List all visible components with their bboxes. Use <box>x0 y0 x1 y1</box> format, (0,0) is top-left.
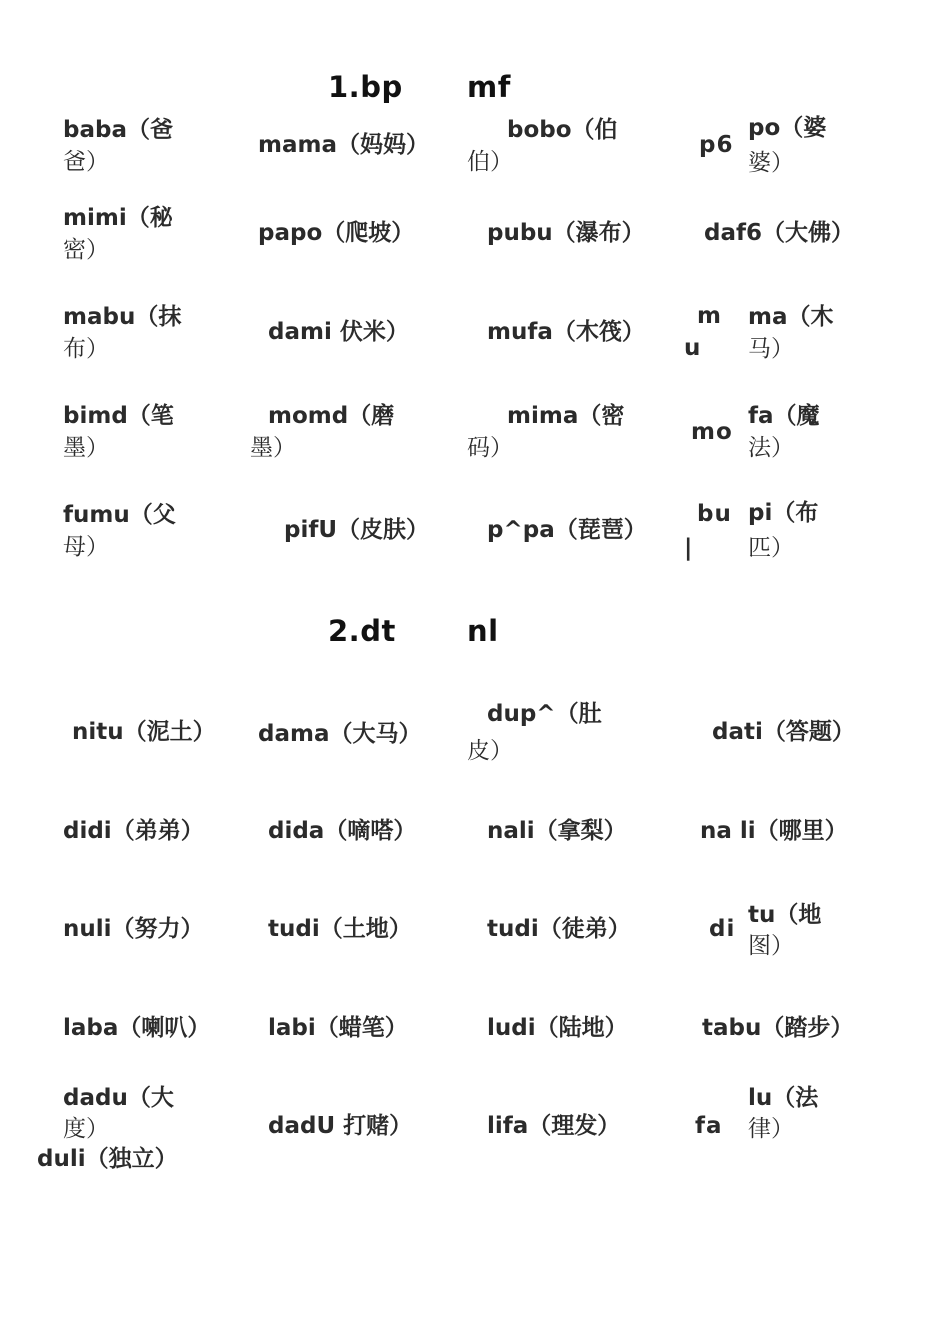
s1-r1-c1-line1: baba（爸 <box>63 117 173 143</box>
s1-r3-c1-line1: mabu（抹 <box>63 304 182 330</box>
s2-r5-c4-prefix: fa <box>695 1113 723 1139</box>
s2-r5-c3: lifa（理发） <box>487 1113 621 1139</box>
s1-r4-c4-line2: 法） <box>748 435 794 461</box>
s1-r3-c4-line1: ma（木 <box>748 304 834 330</box>
s1-r2-c1-line1: mimi（秘 <box>63 205 173 231</box>
section1-title-left: 1.bp <box>328 70 403 104</box>
s2-r3-c4-prefix: di <box>709 916 736 942</box>
s1-r4-c3-line2: 码） <box>467 435 513 461</box>
s2-r1-c3-line2: 皮） <box>467 738 513 764</box>
s1-r4-c4-line1: fa（魔 <box>748 403 820 429</box>
s2-r2-c3: nali（拿梨） <box>487 818 627 844</box>
s2-r5-c1-line1: dadu（大 <box>63 1085 174 1111</box>
s1-r3-c1-line2: 布） <box>63 336 109 362</box>
s1-r1-c1-line2: 爸） <box>63 149 109 175</box>
s2-r5-c1-line2: 度） <box>63 1116 109 1142</box>
s1-r3-c4-prefix-1: m <box>697 303 722 329</box>
s1-r3-c3: mufa（木筏） <box>487 319 645 345</box>
s1-r5-c4-line1: pi（布 <box>748 500 819 526</box>
s1-r3-c4-line2: 马） <box>748 336 794 362</box>
s1-r5-c1-line1: fumu（父 <box>63 502 176 528</box>
s2-r3-c4-line2: 图） <box>748 933 794 959</box>
s1-r5-c4-prefix-2: | <box>684 535 694 561</box>
s1-r5-c4-prefix-1: bu <box>697 501 732 527</box>
s1-r5-c3: p^pa（琵琶） <box>487 517 647 543</box>
s1-r5-c1-line2: 母） <box>63 534 109 560</box>
s2-r3-c1: nuli（努力） <box>63 916 204 942</box>
s1-r4-c2-line2: 墨） <box>250 435 296 461</box>
s2-r2-c1: didi（弟弟） <box>63 818 204 844</box>
s1-r5-c2: pifU（皮肤） <box>284 517 430 543</box>
s2-r3-c4-line1: tu（地 <box>748 902 822 928</box>
section1-title-right: mf <box>467 70 511 104</box>
s1-r2-c1-line2: 密） <box>63 237 109 263</box>
s2-r2-c2: dida（嘀嗒） <box>268 818 417 844</box>
s2-r2-c4: na li（哪里） <box>700 818 848 844</box>
s2-r4-c2: labi（蜡笔） <box>268 1015 408 1041</box>
s1-r4-c2-line1: momd（磨 <box>268 403 395 429</box>
s2-r5-c1-line3: duli（独立） <box>37 1146 178 1172</box>
s1-r4-c4-prefix: mo <box>691 419 733 445</box>
s2-r1-c2: dama（大马） <box>258 721 422 747</box>
s1-r1-c4-line1: po（婆 <box>748 115 827 141</box>
s1-r4-c1-line2: 墨） <box>63 435 109 461</box>
s2-r5-c2: dadU 打赌） <box>268 1113 413 1139</box>
s1-r1-c2: mama（妈妈） <box>258 132 429 158</box>
s2-r3-c3: tudi（徒弟） <box>487 916 631 942</box>
s2-r4-c4: tabu（踏步） <box>702 1015 854 1041</box>
s1-r3-c4-prefix-2: u <box>684 335 702 361</box>
section2-title-right: nl <box>467 614 499 648</box>
s1-r1-c3-line1: bobo（伯 <box>507 117 618 143</box>
s1-r1-c3-line2: 伯） <box>467 149 513 175</box>
section2-title-left: 2.dt <box>328 614 396 648</box>
s2-r4-c1: laba（喇叭） <box>63 1015 211 1041</box>
s1-r1-c4-line2: 婆） <box>748 150 794 176</box>
s2-r1-c1: nitu（泥土） <box>72 719 216 745</box>
s2-r5-c4-line1: lu（法 <box>748 1085 819 1111</box>
s2-r4-c3: ludi（陆地） <box>487 1015 628 1041</box>
s2-r3-c2: tudi（土地） <box>268 916 412 942</box>
s1-r2-c2: papo（爬坡） <box>258 220 415 246</box>
s1-r2-c3: pubu（瀑布） <box>487 220 645 246</box>
s1-r1-c4-prefix: p6 <box>699 132 734 158</box>
s1-r4-c3-line1: mima（密 <box>507 403 625 429</box>
s1-r4-c1-line1: bimd（笔 <box>63 403 174 429</box>
s2-r1-c3-line1: dup^（肚 <box>487 701 602 727</box>
s1-r5-c4-line2: 匹） <box>748 535 794 561</box>
s2-r5-c4-line2: 律） <box>748 1116 794 1142</box>
s2-r1-c4: dati（答题） <box>712 719 855 745</box>
s1-r2-c4: daf6（大佛） <box>704 220 854 246</box>
s1-r3-c2: dami 伏米） <box>268 319 409 345</box>
